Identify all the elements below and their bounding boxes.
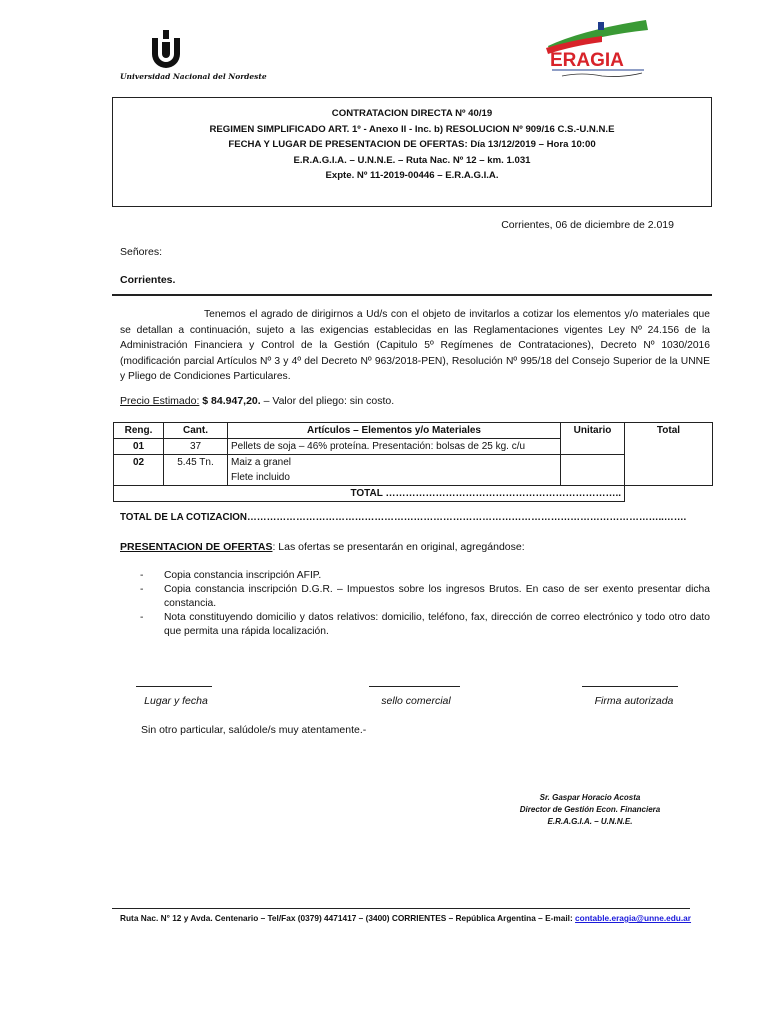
table-total-label: TOTAL …………………………………………………………….. [114,486,625,502]
body-paragraph: Tenemos el agrado de dirigirnos a Ud/s con el objeto de invitarlos a cotizar los elementos y/o materiales que se detallan a continuación, sujeto a las exigencias establecidas en las Reglamentaciones vigentes Ley Nº 24.156 de la Administración Financiera y Control de la Gestión (Capitulo 5º Regímenes de Contrataciones), Decreto Nº 1030/2016 (modificación parcial Artículos Nº 3 y 4º del Decreto Nº 963/2018-PEN), Resolución Nº 995/18 del Consejo Superior de la UNNE y Pliego de Condiciones Particulares. [120,309,710,382]
items-table [113,422,713,502]
university-name: Universidad Nacional del Nordeste [120,72,267,81]
row-cant: 5.45 Tn. [164,455,228,486]
list-item: - Copia constancia inscripción D.G.R. – Impuestos sobre los ingresos Brutos. En caso de ser exento presentar dicha constancia. [140,584,710,609]
signer-block [470,792,710,828]
price-rest: – Valor del pliego: sin costo. [260,395,395,407]
requirement-text: Copia constancia inscripción AFIP. [164,570,322,581]
row-desc-line: Maiz a granel [231,457,292,468]
row-reng: 02 [114,455,164,486]
city: Corrientes. [120,274,176,286]
row-reng: 01 [114,439,164,455]
header-line-place: E.R.A.G.I.A. – U.N.N.E. – Ruta Nac. Nº 12 – km. 1.031 [293,154,531,166]
table-header-row [114,423,713,439]
footer-text: Ruta Nac. N° 12 y Avda. Centenario – Tel/Fax (0379) 4471417 – (3400) CORRIENTES – República Argentina – E-mail: [120,913,576,923]
row-unitario-cell [561,455,625,486]
table-total-row [114,486,713,502]
header-cant: Cant. [164,423,228,439]
divider [112,294,712,296]
header-reng: Reng. [114,423,164,439]
signer-title: Director de Gestión Econ. Financiera [519,805,661,814]
list-item: - Copia constancia inscripción AFIP. [140,570,322,581]
closing-text: Sin otro particular, salúdole/s muy atentamente.- [141,724,367,736]
footer-divider [112,908,690,909]
row-desc-line: Flete incluido [231,472,290,483]
total-cotizacion: TOTAL DE LA COTIZACION………………………………………………………………………………………………………………..……. [120,512,687,523]
signature-label-lugar: Lugar y fecha [144,695,208,707]
presentacion-label: PRESENTACION DE OFERTAS [120,541,273,553]
signature-label-sello: sello comercial [381,695,451,707]
footer [120,913,691,923]
price-amount: $ 84.947,20. [202,395,261,407]
header-line-date: FECHA Y LUGAR DE PRESENTACION DE OFERTAS: Día 13/12/2019 – Hora 10:00 [228,139,596,150]
signer-name: Sr. Gaspar Horacio Acosta [539,793,641,802]
header-total: Total [625,423,713,486]
tender-header-box [112,97,712,207]
price-line [120,395,394,407]
price-label: Precio Estimado: [120,395,200,407]
signer-org: E.R.A.G.I.A. – U.N.N.E. [547,817,633,826]
salutation: Señores: [120,246,163,258]
unne-logo-icon [150,30,182,68]
eragia-wordmark: ERAGIA [550,50,624,71]
header-articulos: Artículos – Elementos y/o Materiales [228,423,561,439]
list-item: - Nota constituyendo domicilio y datos relativos: domicilio, teléfono, fax, dirección de correo electrónico y todo otro dato que permita una rápida localización. [140,612,710,637]
signature-line-sello [369,686,460,687]
date-line: Corrientes, 06 de diciembre de 2.019 [501,219,674,231]
header-line-regime: REGIMEN SIMPLIFICADO ART. 1º - Anexo II - Inc. b) RESOLUCION Nº 909/16 C.S.-U.N.N.E [209,123,615,135]
requirements-list [140,569,710,639]
requirement-text: Copia constancia inscripción D.G.R. – Impuestos sobre los ingresos Brutos. En caso de ser exento presentar dicha constancia. [164,584,710,609]
header-line-expte: Expte. Nº 11-2019-00446 – E.R.A.G.I.A. [325,170,499,181]
row-cant: 37 [164,439,228,455]
presentacion-text: : Las ofertas se presentarán en original, agregándose: [272,541,525,553]
presentacion-line [120,541,525,553]
signature-line-firma [582,686,678,687]
requirement-text: Nota constituyendo domicilio y datos relativos: domicilio, teléfono, fax, dirección de correo electrónico y todo otro dato que permita una rápida localización. [164,612,710,637]
header-line-tender: CONTRATACION DIRECTA Nº 40/19 [331,108,493,119]
table-row [114,455,713,486]
signature-line-lugar [136,686,212,687]
signature-label-firma: Firma autorizada [594,695,674,707]
header-unitario: Unitario [561,423,625,455]
eragia-logo-icon [542,18,654,80]
footer-email-link[interactable]: contable.eragia@unne.edu.ar [575,913,692,923]
row-desc [228,455,561,486]
row-desc: Pellets de soja – 46% proteína. Presentación: bolsas de 25 kg. c/u [228,439,561,455]
